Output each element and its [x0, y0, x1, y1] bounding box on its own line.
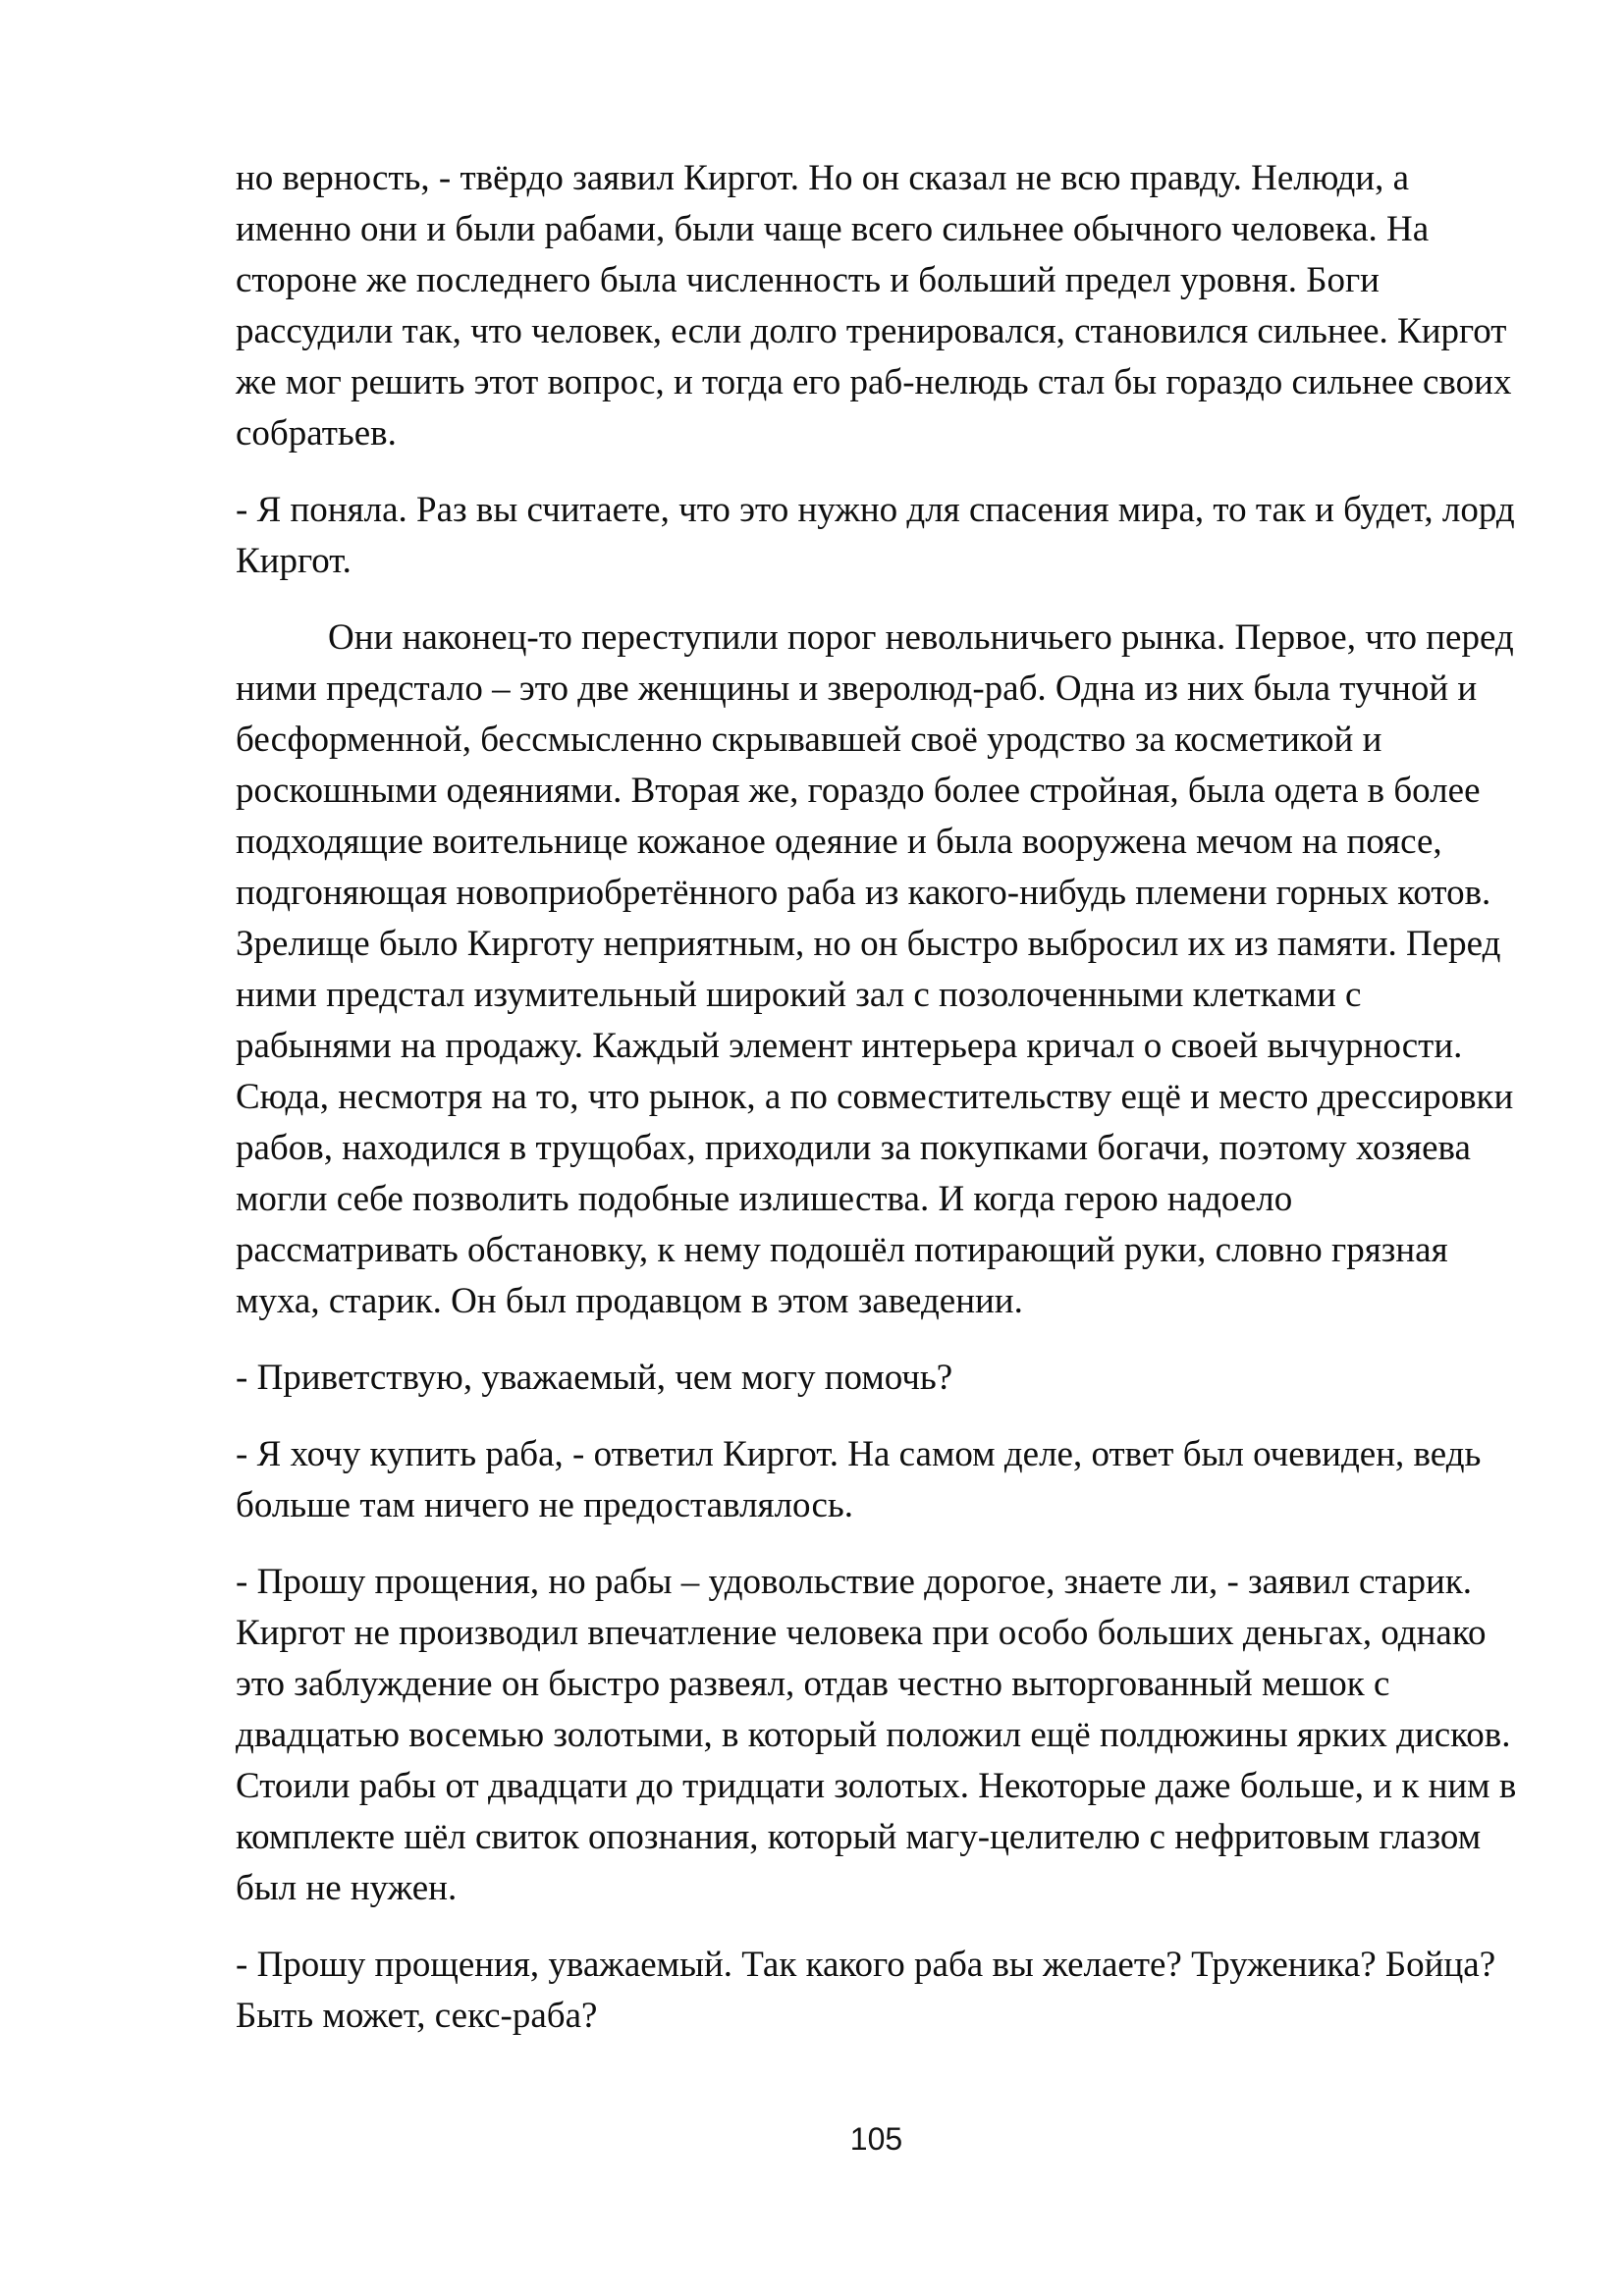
page-footer [236, 2121, 1517, 2158]
paragraph-1: но верность, - твёрдо заявил Киргот. Но он сказал не всю правду. Нелюди, а именно они и были рабами, были чаще всего сильнее обычного человека. На стороне же последнего была численность и больший предел уровня. Боги рассудили так, что человек, если долго тренировался, становился сильнее. Киргот же мог решить этот вопрос, и тогда его раб-нелюдь стал бы гораздо сильнее своих собратьев. [236, 158, 1512, 454]
paragraph-6-dialogue: - Прошу прощения, но рабы – удовольствие дорогое, знаете ли, - заявил старик. Киргот не производил впечатление человека при особо больших деньгах, однако это заблуждение он быстро развеял, отдав честно выторгованный мешок с двадцатью восемью золотыми, в который положил ещё полдюжины ярких дисков. Стоили рабы от двадцати до тридцати золотых. Некоторые даже больше, и к ним в комплекте шёл свиток опознания, который магу-целителю с нефритовым глазом был не нужен. [236, 1562, 1517, 1908]
page-number: 105 [849, 2121, 903, 2157]
paragraph-4-dialogue: - Приветствую, уважаемый, чем могу помочь? [236, 1358, 953, 1398]
paragraph-5-dialogue: - Я хочу купить раба, - ответил Киргот. На самом деле, ответ был очевиден, ведь больше там ничего не предоставлялось. [236, 1434, 1482, 1525]
paragraph-3: Они наконец-то переступили порог невольничьего рынка. Первое, что перед ними предстало – это две женщины и зверолюд-раб. Одна из них была тучной и бесформенной, бессмысленно скрывавшей своё уродство за косметикой и роскошными одеяниями. Вторая же, гораздо более стройная, была одета в более подходящие воительнице кожаное одеяние и была вооружена мечом на поясе, подгоняющая новоприобретённого раба из какого-нибудь племени горных котов. Зрелище было Кирготу неприятным, но он быстро выбросил их из памяти. Перед ними предстал изумительный широкий зал с позолоченными клетками с рабынями на продажу. Каждый элемент интерьера кричал о своей вычурности. Сюда, несмотря на то, что рынок, а по совместительству ещё и место дрессировки рабов, находился в трущобах, приходили за покупками богачи, поэтому хозяева могли себе позволить подобные излишества. И когда герою надоело рассматривать обстановку, к нему подошёл потирающий руки, словно грязная муха, старик. Он был продавцом в этом заведении. [236, 617, 1514, 1321]
paragraph-7-dialogue: - Прошу прощения, уважаемый. Так какого раба вы желаете? Труженика? Бойца? Быть может, секс-раба? [236, 1945, 1496, 2036]
page-content [236, 153, 1517, 2067]
paragraph-2-dialogue: - Я поняла. Раз вы считаете, что это нужно для спасения мира, то так и будет, лорд Киргот. [236, 490, 1515, 581]
